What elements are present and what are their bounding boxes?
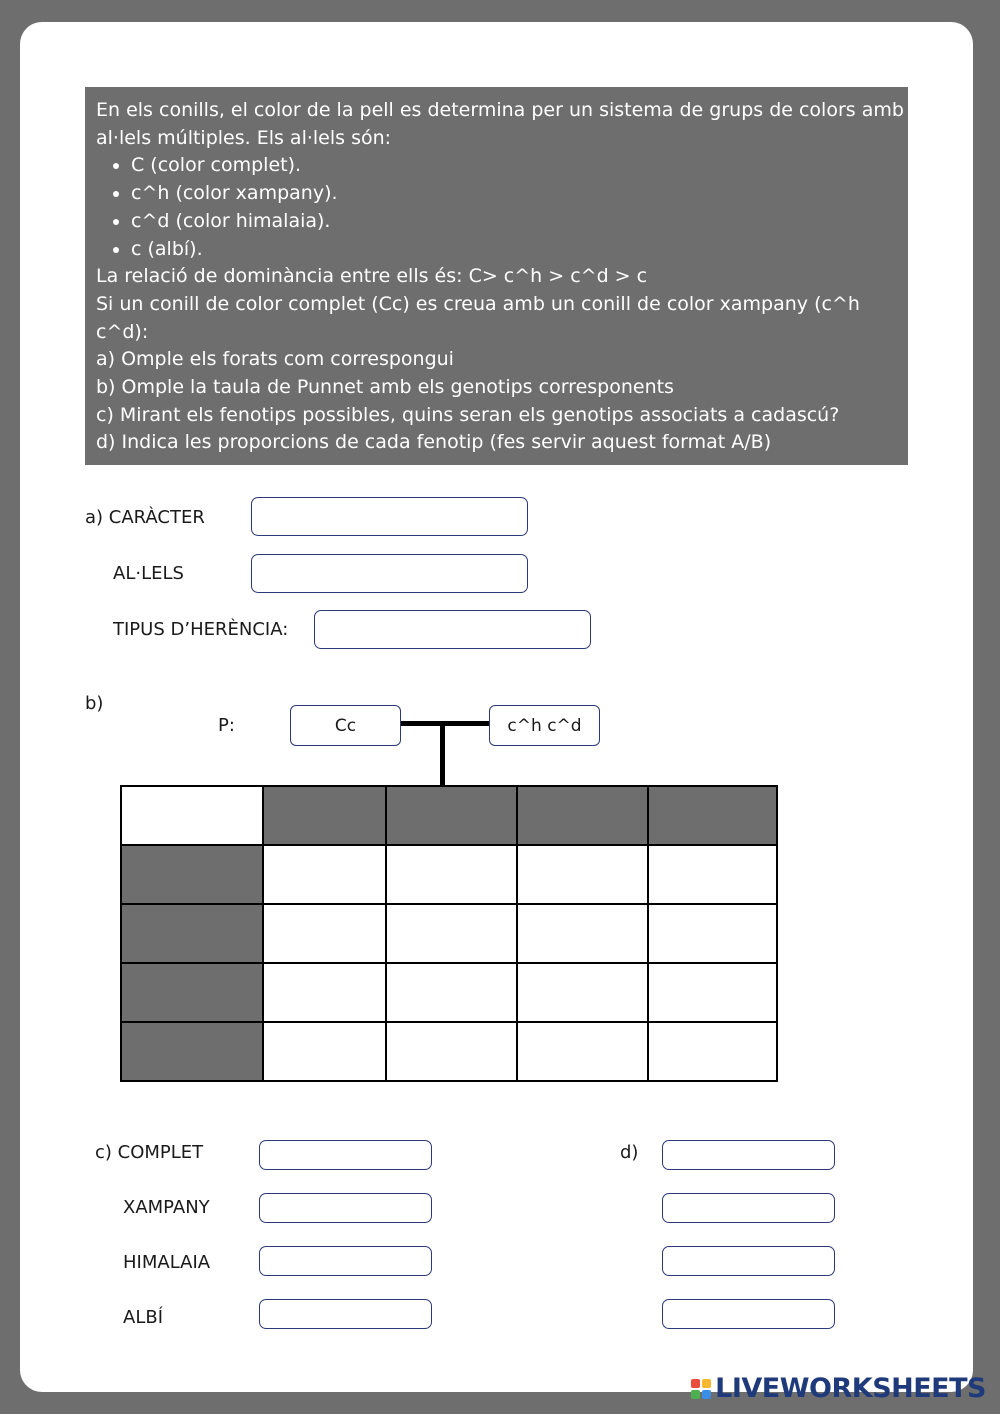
task-c: c) Mirant els fenotips possibles, quins seran els genotips associats a cadascú? [96, 403, 840, 426]
complet-genotype-input[interactable] [259, 1140, 432, 1170]
genotype-cell[interactable] [386, 904, 517, 963]
task-b: b) Omple la taula de Punnet amb els genotips corresponents [96, 376, 674, 399]
genotype-cell[interactable] [517, 963, 648, 1022]
genotype-cell[interactable] [648, 904, 777, 963]
parent1-box: Cc [290, 705, 401, 746]
allele-item: • C (color complet). [131, 152, 904, 180]
gamete-row-cell[interactable] [121, 963, 263, 1022]
genotype-cell[interactable] [648, 963, 777, 1022]
gamete-row-cell[interactable] [121, 1022, 263, 1081]
alleles-label: AL·LELS [113, 563, 184, 584]
complet-proportion-input[interactable] [662, 1140, 835, 1170]
genotype-cell[interactable] [517, 904, 648, 963]
table-row [121, 786, 777, 845]
gamete-row-cell[interactable] [121, 904, 263, 963]
liveworksheets-logo [691, 1373, 986, 1404]
albi-genotype-input[interactable] [259, 1299, 432, 1329]
alleles-list [96, 152, 904, 263]
herencia-label: TIPUS D’HERÈNCIA: [113, 619, 289, 640]
gamete-header-cell[interactable] [263, 786, 386, 845]
herencia-input[interactable] [314, 610, 591, 649]
genotype-cell[interactable] [263, 904, 386, 963]
genotype-cell[interactable] [263, 845, 386, 904]
table-row [121, 963, 777, 1022]
intro-paragraph: En els conills, el color de la pell es determina per un sistema de grups de colors amb al·lels múltiples. Els al·lels són: [96, 99, 904, 149]
cross-stem [440, 724, 445, 786]
gamete-header-cell[interactable] [517, 786, 648, 845]
allele-item: • c^d (color himalaia). [131, 208, 904, 236]
parent2-box: c^h c^d [489, 705, 600, 746]
part-d-label: d) [620, 1142, 639, 1163]
genotype-cell[interactable] [263, 1022, 386, 1081]
himalaia-proportion-input[interactable] [662, 1246, 835, 1276]
allele-item: • c^h (color xampany). [131, 180, 904, 208]
punnett-table [120, 785, 778, 1082]
genotype-cell[interactable] [648, 845, 777, 904]
genotype-cell[interactable] [517, 845, 648, 904]
caracter-label: a) CARÀCTER [85, 507, 205, 528]
alleles-input[interactable] [251, 554, 528, 593]
xampany-genotype-input[interactable] [259, 1193, 432, 1223]
brand-name: LIVEWORKSHEETS [715, 1373, 986, 1404]
xampany-label: XAMPANY [123, 1197, 210, 1218]
himalaia-label: HIMALAIA [123, 1252, 211, 1273]
cross-connector [401, 721, 489, 726]
allele-item: • c (albí). [131, 236, 904, 264]
cross-text: Si un conill de color complet (Cc) es creua amb un conill de color xampany (c^h c^d): [96, 292, 860, 343]
genotype-cell[interactable] [263, 963, 386, 1022]
genotype-cell[interactable] [648, 1022, 777, 1081]
task-d: d) Indica les proporcions de cada fenotip (fes servir aquest format A/B) [96, 431, 772, 454]
task-a: a) Omple els forats com correspongui [96, 348, 454, 371]
complet-label: c) COMPLET [95, 1142, 204, 1163]
caracter-input[interactable] [251, 497, 528, 536]
gamete-header-cell[interactable] [386, 786, 517, 845]
himalaia-genotype-input[interactable] [259, 1246, 432, 1276]
corner-cell [121, 786, 263, 845]
genotype-cell[interactable] [386, 1022, 517, 1081]
part-b-label: b) [85, 693, 104, 714]
xampany-proportion-input[interactable] [662, 1193, 835, 1223]
parental-label: P: [218, 715, 235, 736]
gamete-header-cell[interactable] [648, 786, 777, 845]
table-row [121, 904, 777, 963]
genotype-cell[interactable] [517, 1022, 648, 1081]
albi-label: ALBÍ [123, 1307, 163, 1328]
gamete-row-cell[interactable] [121, 845, 263, 904]
logo-icon [691, 1379, 711, 1399]
table-row [121, 1022, 777, 1081]
dominance-text: La relació de dominància entre ells és: C> c^h > c^d > c [96, 265, 648, 288]
genotype-cell[interactable] [386, 963, 517, 1022]
table-row [121, 845, 777, 904]
instructions-panel [85, 87, 908, 465]
genotype-cell[interactable] [386, 845, 517, 904]
albi-proportion-input[interactable] [662, 1299, 835, 1329]
